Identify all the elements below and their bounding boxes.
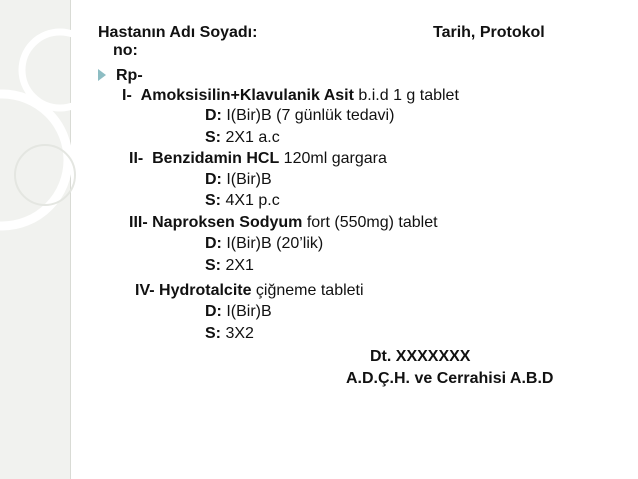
signa-label: S: — [205, 257, 221, 274]
drug-name: Amoksisilin+Klavulanik Asit — [140, 87, 354, 104]
dose-value: I(Bir)B (7 günlük tedavi) — [221, 107, 395, 124]
signa-line-4 — [205, 324, 254, 343]
signa-label: S: — [205, 129, 221, 146]
drug-detail: fort (550mg) tablet — [302, 214, 438, 231]
dose-label: D: — [205, 235, 222, 252]
drug-line-2 — [129, 149, 387, 168]
item-number: I- — [122, 87, 132, 104]
dose-value: I(Bir)B — [221, 303, 272, 320]
dose-label: D: — [205, 107, 222, 124]
item-number: III- — [129, 214, 148, 231]
doctor-signature: Dt. XXXXXXX — [370, 348, 471, 365]
item-number: II- — [129, 150, 144, 167]
patient-name-label: Hastanın Adı Soyadı: — [98, 24, 258, 41]
drug-name: Hydrotalcite — [159, 282, 252, 299]
triangle-bullet-icon — [98, 69, 106, 81]
signa-value: 2X1 — [221, 257, 254, 274]
decorative-circles — [0, 0, 100, 479]
drug-line-4 — [135, 281, 364, 300]
dose-label: D: — [205, 171, 222, 188]
drug-detail: 120ml gargara — [279, 150, 387, 167]
dose-line-1 — [205, 106, 394, 125]
signa-value: 2X1 a.c — [221, 129, 280, 146]
drug-name: Benzidamin HCL — [152, 150, 280, 167]
signa-line-1 — [205, 128, 280, 147]
drug-detail: b.i.d 1 g tablet — [353, 87, 459, 104]
signa-label: S: — [205, 325, 221, 342]
deco-circle-middle — [0, 94, 68, 226]
signa-line-3 — [205, 256, 254, 275]
item-number: IV- — [135, 282, 155, 299]
drug-line-3 — [129, 213, 438, 232]
drug-detail: çiğneme tableti — [251, 282, 364, 299]
signa-line-2 — [205, 191, 280, 210]
signa-value: 3X2 — [221, 325, 254, 342]
dose-line-2 — [205, 170, 272, 189]
protocol-no-label: no: — [113, 42, 138, 59]
signa-label: S: — [205, 192, 221, 209]
rp-label: Rp- — [116, 67, 143, 84]
department-name: A.D.Ç.H. ve Cerrahisi A.B.D — [346, 370, 554, 387]
dose-label: D: — [205, 303, 222, 320]
drug-name: Naproksen Sodyum — [152, 214, 303, 231]
dose-line-3 — [205, 234, 323, 253]
signa-value: 4X1 p.c — [221, 192, 280, 209]
dose-value: I(Bir)B (20’lik) — [221, 235, 324, 252]
dose-value: I(Bir)B — [221, 171, 272, 188]
drug-line-1 — [122, 86, 459, 105]
dose-line-4 — [205, 302, 272, 321]
date-protocol-label: Tarih, Protokol — [433, 24, 545, 41]
deco-circle-top — [22, 32, 98, 108]
